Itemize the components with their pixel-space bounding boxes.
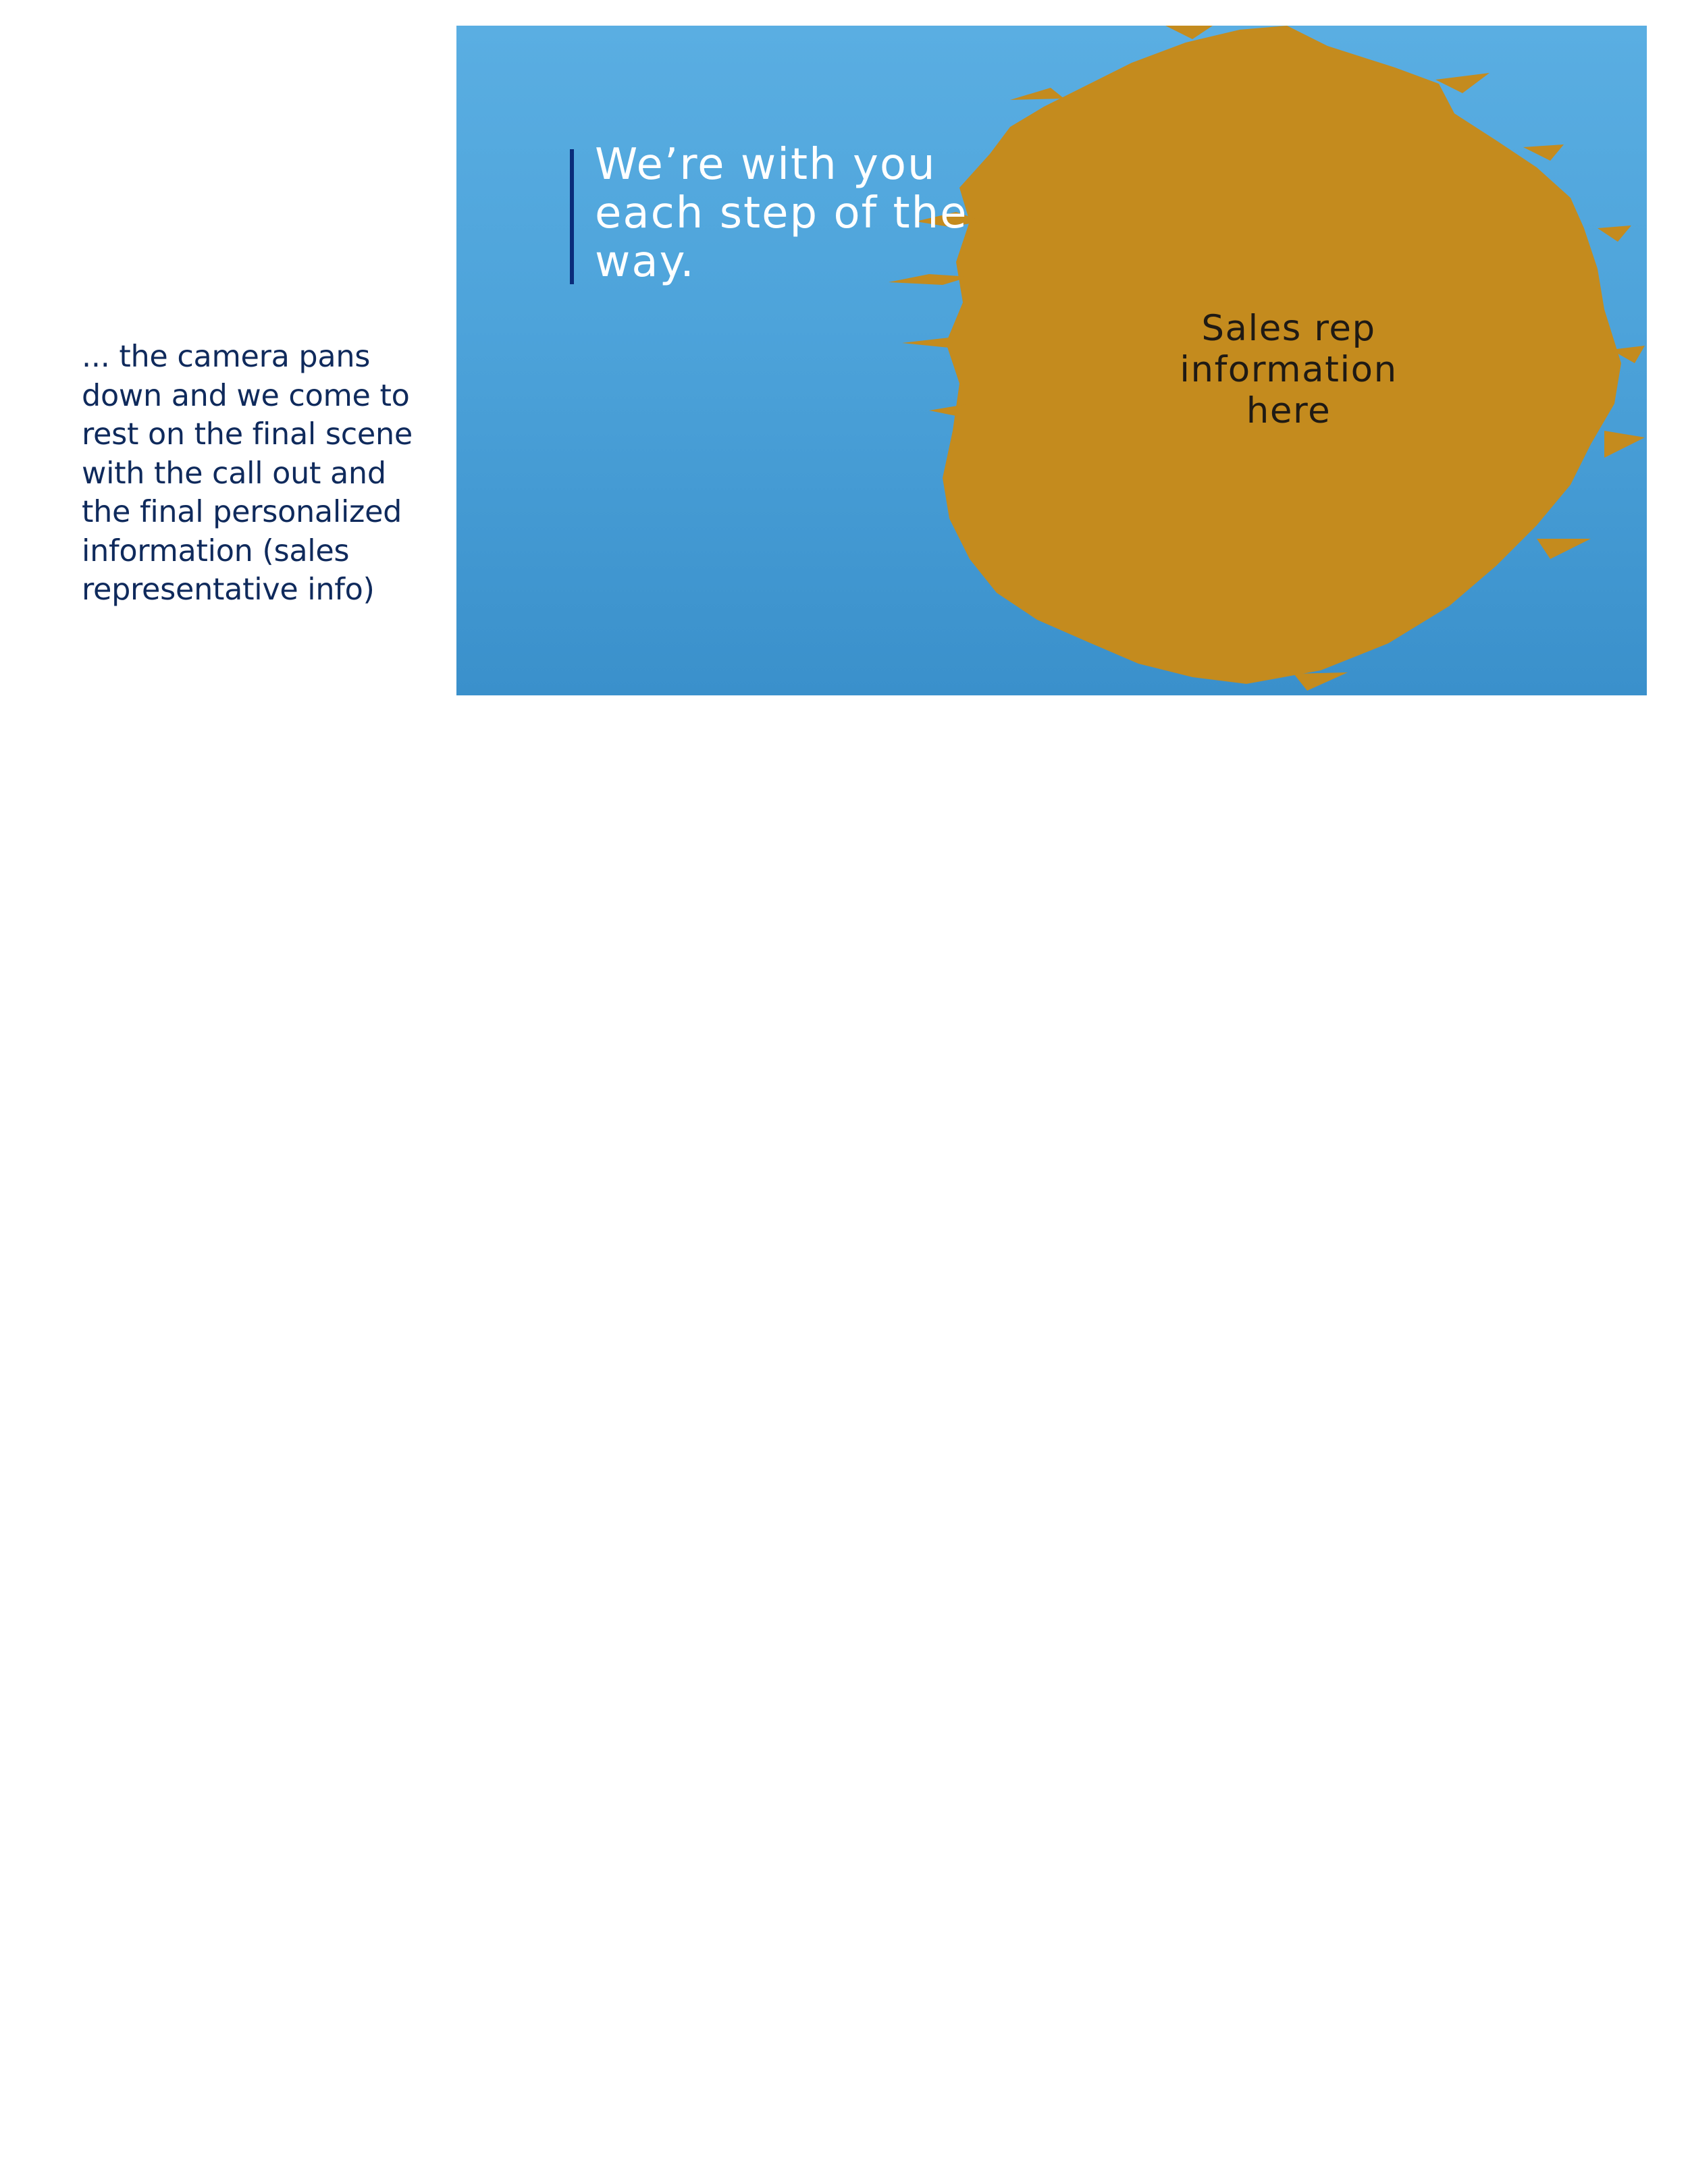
final-scene-frame — [456, 26, 1647, 695]
callout-accent-bar — [570, 149, 574, 284]
callout-headline: We’re with you each step of the way. — [595, 140, 968, 287]
sales-rep-placeholder: Sales rep information here — [1180, 308, 1398, 431]
paint-stroke-blob — [456, 26, 1647, 695]
narration-text: ... the camera pans down and we come to rest on the final scene with the call out and the final personalized information (sales representative info) — [82, 340, 413, 607]
